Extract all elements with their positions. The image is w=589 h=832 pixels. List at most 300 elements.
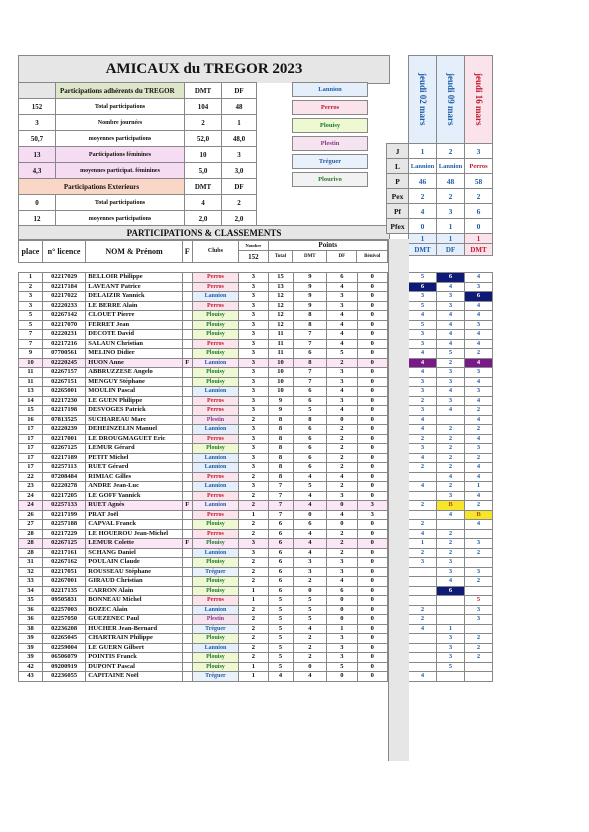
place: 16	[19, 415, 43, 425]
dmt: 5	[293, 605, 327, 615]
ranking-row	[19, 634, 388, 644]
place: 3	[19, 301, 43, 311]
benivol: 0	[357, 282, 387, 292]
female-flag	[182, 634, 192, 644]
ext-col-dmt: DMT	[185, 179, 222, 195]
nombre: 3	[239, 434, 268, 444]
summary-df: 3,0	[222, 163, 257, 179]
day-3-points: 2	[465, 548, 493, 558]
player-name: BELLOIR Philippe	[86, 273, 183, 283]
col-clubs: Clubs	[192, 240, 239, 263]
dmt: 4	[293, 501, 327, 511]
club: Tréguer	[192, 672, 239, 682]
club: Lannion	[192, 358, 239, 368]
df: 3	[327, 558, 357, 568]
day-1-points: 3	[409, 330, 437, 340]
licence: 02257113	[42, 463, 85, 473]
dmt: 9	[293, 292, 327, 302]
place: 5	[19, 320, 43, 330]
nombre: 2	[239, 520, 268, 530]
day-points-row	[409, 491, 493, 501]
licence: 02220245	[42, 358, 85, 368]
licence: 02257133	[42, 501, 85, 511]
nombre: 3	[239, 368, 268, 378]
day-1-points	[409, 653, 437, 663]
day-2-points	[437, 615, 465, 625]
dmt: 0	[293, 662, 327, 672]
df: 2	[327, 453, 357, 463]
day-2-points: 2	[437, 529, 465, 539]
total: 7	[268, 482, 293, 492]
col-name: NOM & Prénom	[86, 240, 183, 263]
day-1-points	[409, 643, 437, 653]
nombre: 3	[239, 396, 268, 406]
day-points-row	[409, 653, 493, 663]
dmt: 9	[293, 301, 327, 311]
summary-value: 12	[19, 211, 56, 227]
df: 2	[327, 358, 357, 368]
place: 7	[19, 339, 43, 349]
licence: 02217001	[42, 434, 85, 444]
dmt: 5	[293, 615, 327, 625]
nombre: 3	[239, 273, 268, 283]
nombre: 2	[239, 634, 268, 644]
place: 32	[19, 567, 43, 577]
df: 2	[327, 434, 357, 444]
dmt: 9	[293, 282, 327, 292]
player-name: GIRAUD Christian	[86, 577, 183, 587]
female-flag	[182, 282, 192, 292]
place: 7	[19, 330, 43, 340]
dmt: 4	[293, 491, 327, 501]
total: 9	[268, 396, 293, 406]
female-flag	[182, 349, 192, 359]
nombre: 2	[239, 415, 268, 425]
place: 28	[19, 539, 43, 549]
club: Plouisy	[192, 311, 239, 321]
total: 8	[268, 444, 293, 454]
day-2-points: 4	[437, 282, 465, 292]
df: 2	[327, 539, 357, 549]
day-1-points	[409, 596, 437, 606]
female-flag	[182, 368, 192, 378]
benivol: 0	[357, 377, 387, 387]
day-1-points: 6	[409, 282, 437, 292]
player-name: LE BERRE Alain	[86, 301, 183, 311]
day-points-row	[409, 273, 493, 283]
day-points-row	[409, 643, 493, 653]
summary-dmt: 10	[185, 147, 222, 163]
player-name: LEMUR Colette	[86, 539, 183, 549]
day-2-points: 4	[437, 330, 465, 340]
day-info-key: Pex	[387, 189, 409, 204]
day-2-points: 3	[437, 301, 465, 311]
df: 3	[327, 396, 357, 406]
legend-perros: Perros	[292, 100, 368, 115]
df: 4	[327, 510, 357, 520]
day-3-points: 4	[465, 377, 493, 387]
licence: 02217230	[42, 396, 85, 406]
licence: 02217051	[42, 567, 85, 577]
place: 24	[19, 501, 43, 511]
ext-col-df: DF	[222, 179, 257, 195]
summary-value: 152	[19, 99, 56, 115]
licence: 09200919	[42, 662, 85, 672]
day-points-row	[409, 301, 493, 311]
ranking-row	[19, 510, 388, 520]
day-3-points: 2	[465, 425, 493, 435]
total: 5	[268, 596, 293, 606]
nombre: 3	[239, 482, 268, 492]
df: 0	[327, 615, 357, 625]
dmt: 6	[293, 520, 327, 530]
day-points-row	[409, 624, 493, 634]
df: 2	[327, 529, 357, 539]
day-1-points: 4	[409, 482, 437, 492]
df: 6	[327, 273, 357, 283]
nombre: 3	[239, 425, 268, 435]
ranking-table	[18, 272, 388, 682]
day-info-row	[387, 219, 493, 234]
licence: 02257050	[42, 615, 85, 625]
ranking-row	[19, 653, 388, 663]
female-flag	[182, 320, 192, 330]
summary-dmt: 4	[185, 195, 222, 211]
nombre: 2	[239, 558, 268, 568]
player-name: SUCHAREAU Marc	[86, 415, 183, 425]
dmt: 4	[293, 548, 327, 558]
df: 3	[327, 292, 357, 302]
female-flag	[182, 558, 192, 568]
club: Perros	[192, 596, 239, 606]
summary-dmt: 5,0	[185, 163, 222, 179]
day-points-row	[409, 510, 493, 520]
licence: 02217199	[42, 510, 85, 520]
player-name: LE GOFF Yannick	[86, 491, 183, 501]
dmt: 3	[293, 558, 327, 568]
total: 12	[268, 292, 293, 302]
club: Perros	[192, 282, 239, 292]
place: 2	[19, 282, 43, 292]
day-points-row	[409, 292, 493, 302]
total: 7	[268, 491, 293, 501]
day-3-points: 4	[465, 358, 493, 368]
day-3-points: 5	[465, 596, 493, 606]
df: 1	[327, 624, 357, 634]
total: 5	[268, 615, 293, 625]
page-title: AMICAUX du TREGOR 2023	[18, 55, 390, 84]
day-1-points: 3	[409, 339, 437, 349]
ranking-row	[19, 539, 388, 549]
ranking-row	[19, 567, 388, 577]
total: 6	[268, 577, 293, 587]
day-points-row	[409, 615, 493, 625]
female-flag	[182, 434, 192, 444]
day-2-points: 4	[437, 406, 465, 416]
col-place: place	[19, 240, 43, 263]
day-points-row	[409, 472, 493, 482]
player-name: HUON Anne	[86, 358, 183, 368]
df: 0	[327, 605, 357, 615]
female-flag	[182, 453, 192, 463]
benivol: 0	[357, 425, 387, 435]
df: 0	[327, 415, 357, 425]
total: 6	[268, 529, 293, 539]
benivol: 0	[357, 567, 387, 577]
day-type: DMT	[409, 244, 437, 256]
place: 35	[19, 596, 43, 606]
ranking-row	[19, 292, 388, 302]
day-1-points: 3	[409, 558, 437, 568]
day-2-points: 3	[437, 491, 465, 501]
place: 11	[19, 368, 43, 378]
female-flag: F	[182, 358, 192, 368]
df: 4	[327, 577, 357, 587]
club: Lannion	[192, 643, 239, 653]
ranking-row	[19, 396, 388, 406]
df: 4	[327, 339, 357, 349]
df: 3	[327, 653, 357, 663]
club: Plouisy	[192, 653, 239, 663]
day-2-points: 3	[437, 292, 465, 302]
total: 7	[268, 510, 293, 520]
day-2-points: 3	[437, 653, 465, 663]
df: 3	[327, 567, 357, 577]
day-2-points: 3	[437, 567, 465, 577]
club: Lannion	[192, 425, 239, 435]
dmt: 6	[293, 349, 327, 359]
ranking-row	[19, 529, 388, 539]
dmt: 4	[293, 624, 327, 634]
summary-spacer	[257, 131, 297, 147]
ranking-row	[19, 311, 388, 321]
ranking-row	[19, 482, 388, 492]
summary-dmt: 52,0	[185, 131, 222, 147]
nombre: 3	[239, 548, 268, 558]
total: 8	[268, 453, 293, 463]
player-name: HUCHER Jean-Bernard	[86, 624, 183, 634]
ranking-row	[19, 444, 388, 454]
dmt: 6	[293, 444, 327, 454]
total: 15	[268, 273, 293, 283]
summary-row	[19, 115, 297, 131]
dmt: 5	[293, 482, 327, 492]
ranking-row	[19, 368, 388, 378]
player-name: FERRET Jean	[86, 320, 183, 330]
club: Plouisy	[192, 539, 239, 549]
benivol: 3	[357, 510, 387, 520]
nombre: 3	[239, 453, 268, 463]
total: 12	[268, 301, 293, 311]
nombre: 2	[239, 577, 268, 587]
total: 13	[268, 282, 293, 292]
total: 8	[268, 425, 293, 435]
player-name: GUEZENEC Paul	[86, 615, 183, 625]
day-points-row	[409, 529, 493, 539]
summary-row	[19, 147, 297, 163]
summary-label: moyennes participat. féminines	[56, 163, 185, 179]
benivol: 0	[357, 358, 387, 368]
col-points: Points	[268, 240, 387, 251]
day-type: DF	[437, 244, 465, 256]
player-name: DESVOGES Patrick	[86, 406, 183, 416]
player-name: ANDRE Jean-Luc	[86, 482, 183, 492]
day-3-points: 4	[465, 491, 493, 501]
day-1-points: 5	[409, 273, 437, 283]
ranking-row	[19, 273, 388, 283]
benivol: 0	[357, 320, 387, 330]
summary-row	[19, 99, 297, 115]
place: 14	[19, 396, 43, 406]
day-info-value: 2	[437, 144, 465, 159]
day-1-points: 3	[409, 444, 437, 454]
df: 2	[327, 482, 357, 492]
nombre: 3	[239, 282, 268, 292]
df: 2	[327, 444, 357, 454]
club: Lannion	[192, 482, 239, 492]
benivol: 0	[357, 653, 387, 663]
summary-df: 48,0	[222, 131, 257, 147]
ranking-row	[19, 520, 388, 530]
day-1-points: 2	[409, 605, 437, 615]
place: 43	[19, 672, 43, 682]
club: Perros	[192, 510, 239, 520]
licence: 02217022	[42, 292, 85, 302]
section-title: PARTICIPATIONS & CLASSEMENTS	[18, 225, 390, 241]
nombre: 3	[239, 349, 268, 359]
total: 6	[268, 586, 293, 596]
summary-label: Nombre journées	[56, 115, 185, 131]
df: 5	[327, 349, 357, 359]
day-2-points	[437, 596, 465, 606]
col-nombre-val: 152	[239, 251, 268, 263]
place: 39	[19, 634, 43, 644]
df: 5	[327, 662, 357, 672]
female-flag	[182, 520, 192, 530]
place: 17	[19, 453, 43, 463]
day-3-points: 2	[465, 406, 493, 416]
dmt: 5	[293, 406, 327, 416]
total: 5	[268, 634, 293, 644]
club: Perros	[192, 301, 239, 311]
total: 10	[268, 387, 293, 397]
ranking-header	[18, 239, 388, 263]
df: 3	[327, 634, 357, 644]
player-name: ABBRUZZESE Angelo	[86, 368, 183, 378]
benivol: 0	[357, 662, 387, 672]
ranking-row	[19, 301, 388, 311]
benivol: 0	[357, 472, 387, 482]
ranking-row	[19, 624, 388, 634]
col-licence: n° licence	[42, 240, 85, 263]
licence: 02220233	[42, 301, 85, 311]
df: 4	[327, 282, 357, 292]
club: Tréguer	[192, 624, 239, 634]
licence: 09505831	[42, 596, 85, 606]
female-flag	[182, 624, 192, 634]
day-2-points: 2	[437, 453, 465, 463]
licence: 02267125	[42, 539, 85, 549]
dmt: 4	[293, 472, 327, 482]
day-points-row	[409, 415, 493, 425]
day-points-row	[409, 539, 493, 549]
total: 8	[268, 463, 293, 473]
separator-bar	[388, 239, 409, 761]
col-benivol: Bénivol	[357, 251, 388, 263]
ranking-row	[19, 320, 388, 330]
total: 8	[268, 434, 293, 444]
day-2-points: 3	[437, 643, 465, 653]
place: 33	[19, 577, 43, 587]
place: 17	[19, 463, 43, 473]
club: Perros	[192, 434, 239, 444]
day-3-points: 3	[465, 368, 493, 378]
nombre: 3	[239, 539, 268, 549]
day-info-row	[387, 189, 493, 204]
dmt: 2	[293, 643, 327, 653]
nombre: 2	[239, 472, 268, 482]
licence: 02217229	[42, 529, 85, 539]
day-points-row	[409, 368, 493, 378]
day-2-points: 6	[437, 273, 465, 283]
club: Lannion	[192, 292, 239, 302]
day-headers	[408, 55, 492, 143]
benivol: 0	[357, 330, 387, 340]
dmt: 6	[293, 387, 327, 397]
club: Lannion	[192, 387, 239, 397]
day-label-1: jeudi 02 mars	[408, 55, 437, 144]
day-2-points: 4	[437, 510, 465, 520]
summary-df: 48	[222, 99, 257, 115]
day-2-points: 5	[437, 349, 465, 359]
day-3-points	[465, 558, 493, 568]
df: 3	[327, 377, 357, 387]
day-1-points: 4	[409, 425, 437, 435]
df: 0	[327, 520, 357, 530]
df: 0	[327, 596, 357, 606]
benivol: 0	[357, 349, 387, 359]
day-1-points: 2	[409, 434, 437, 444]
dmt: 2	[293, 577, 327, 587]
summary-dmt: 104	[185, 99, 222, 115]
legend-treguer: Tréguer	[292, 154, 368, 169]
club: Plestin	[192, 415, 239, 425]
df: 3	[327, 643, 357, 653]
female-flag	[182, 567, 192, 577]
total: 5	[268, 662, 293, 672]
nombre: 2	[239, 567, 268, 577]
licence: 02267125	[42, 444, 85, 454]
day-info-value: 46	[409, 174, 437, 189]
place: 36	[19, 615, 43, 625]
nombre: 1	[239, 586, 268, 596]
club: Perros	[192, 472, 239, 482]
day-points-row	[409, 444, 493, 454]
female-flag: F	[182, 539, 192, 549]
female-flag	[182, 529, 192, 539]
day-points-row	[409, 377, 493, 387]
day-3-points: 2	[465, 634, 493, 644]
day-1-points: 2	[409, 501, 437, 511]
total: 5	[268, 653, 293, 663]
licence: 02257188	[42, 520, 85, 530]
ranking-row	[19, 434, 388, 444]
day-2-points: 2	[437, 463, 465, 473]
dmt: 7	[293, 368, 327, 378]
dmt: 3	[293, 567, 327, 577]
female-flag	[182, 463, 192, 473]
day-points-row	[409, 567, 493, 577]
